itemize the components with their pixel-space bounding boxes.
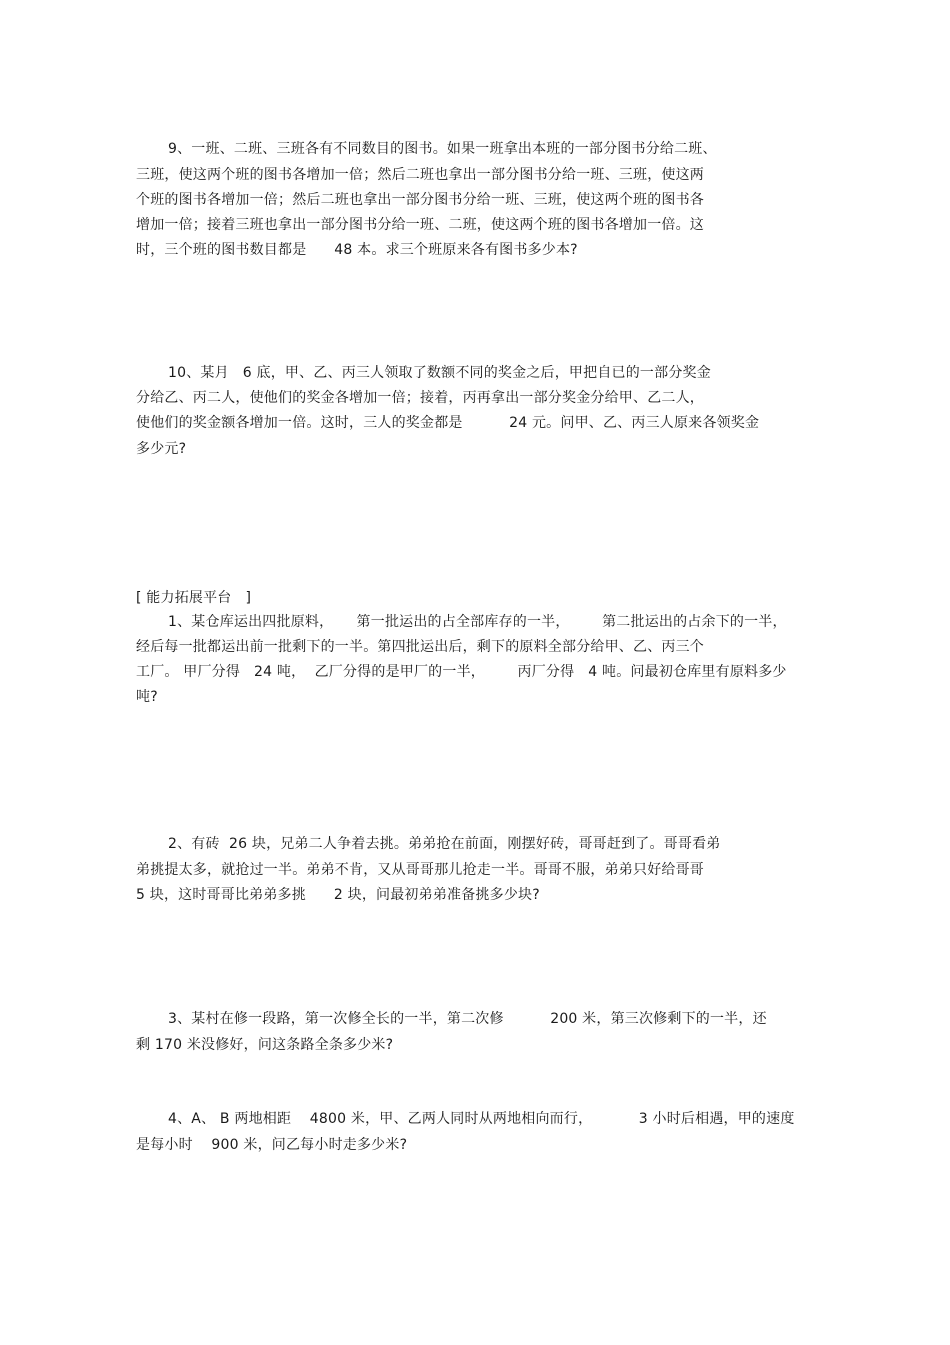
question-4-line-2: 是每小时 900 米，问乙每小时走多少米? <box>136 1137 408 1153</box>
question-1-line-3: 工厂。 甲厂分得 24 吨， 乙厂分得的是甲厂的一半， 丙厂分得 4 吨。问最初仓库里有原料多少 <box>136 664 787 680</box>
problem-9-line-1: 9、一班、二班、三班各有不同数目的图书。如果一班拿出本班的一部分图书分给二班、 <box>168 141 717 157</box>
question-1-line-1: 1、某仓库运出四批原料， 第一批运出的占全部库存的一半， 第二批运出的占余下的一半， <box>168 614 787 630</box>
problem-10-line-4: 多少元? <box>136 441 187 457</box>
section-title: [ 能力拓展平台 ] <box>136 590 252 606</box>
question-2-line-1: 2、有砖 26 块，兄弟二人争着去挑。弟弟抢在前面，刚摆好砖，哥哥赶到了。哥哥看弟 <box>168 836 721 852</box>
question-1-line-4: 吨? <box>136 689 158 705</box>
question-1-line-2: 经后每一批都运出前一批剩下的一半。第四批运出后，剩下的原料全部分给甲、乙、丙三个 <box>136 639 704 655</box>
problem-10-line-2: 分给乙、丙二人，使他们的奖金各增加一倍；接着，丙再拿出一部分奖金分给甲、乙二人， <box>136 390 704 406</box>
question-2-line-3: 5 块，这时哥哥比弟弟多挑 2 块，问最初弟弟准备挑多少块? <box>136 887 540 903</box>
question-3-line-1: 3、某村在修一段路，第一次修全长的一半，第二次修 200 米，第三次修剩下的一半，还 <box>168 1011 767 1027</box>
question-3-line-2: 剩 170 米没修好，问这条路全条多少米? <box>136 1037 394 1053</box>
problem-10-line-1: 10、某月 6 底，甲、乙、丙三人领取了数额不同的奖金之后，甲把自已的一部分奖金 <box>168 365 711 381</box>
problem-9-line-4: 增加一倍；接着三班也拿出一部分图书分给一班、二班，使这两个班的图书各增加一倍。这 <box>136 217 704 233</box>
problem-9-line-2: 三班，使这两个班的图书各增加一倍；然后二班也拿出一部分图书分给一班、三班，使这两 <box>136 167 704 183</box>
question-2-line-2: 弟挑提太多，就抢过一半。弟弟不肯，又从哥哥那儿抢走一半。哥哥不服，弟弟只好给哥哥 <box>136 862 704 878</box>
problem-10-line-3: 使他们的奖金额各增加一倍。这时，三人的奖金都是 24 元。问甲、乙、丙三人原来各领奖金 <box>136 415 760 431</box>
problem-9-line-5: 时，三个班的图书数目都是 48 本。求三个班原来各有图书多少本? <box>136 242 578 258</box>
problem-9-line-3: 个班的图书各增加一倍；然后二班也拿出一部分图书分给一班、三班，使这两个班的图书各 <box>136 192 704 208</box>
question-4-line-1: 4、A、 B 两地相距 4800 米，甲、乙两人同时从两地相向而行， 3 小时后相遇，甲的速度 <box>168 1111 795 1127</box>
